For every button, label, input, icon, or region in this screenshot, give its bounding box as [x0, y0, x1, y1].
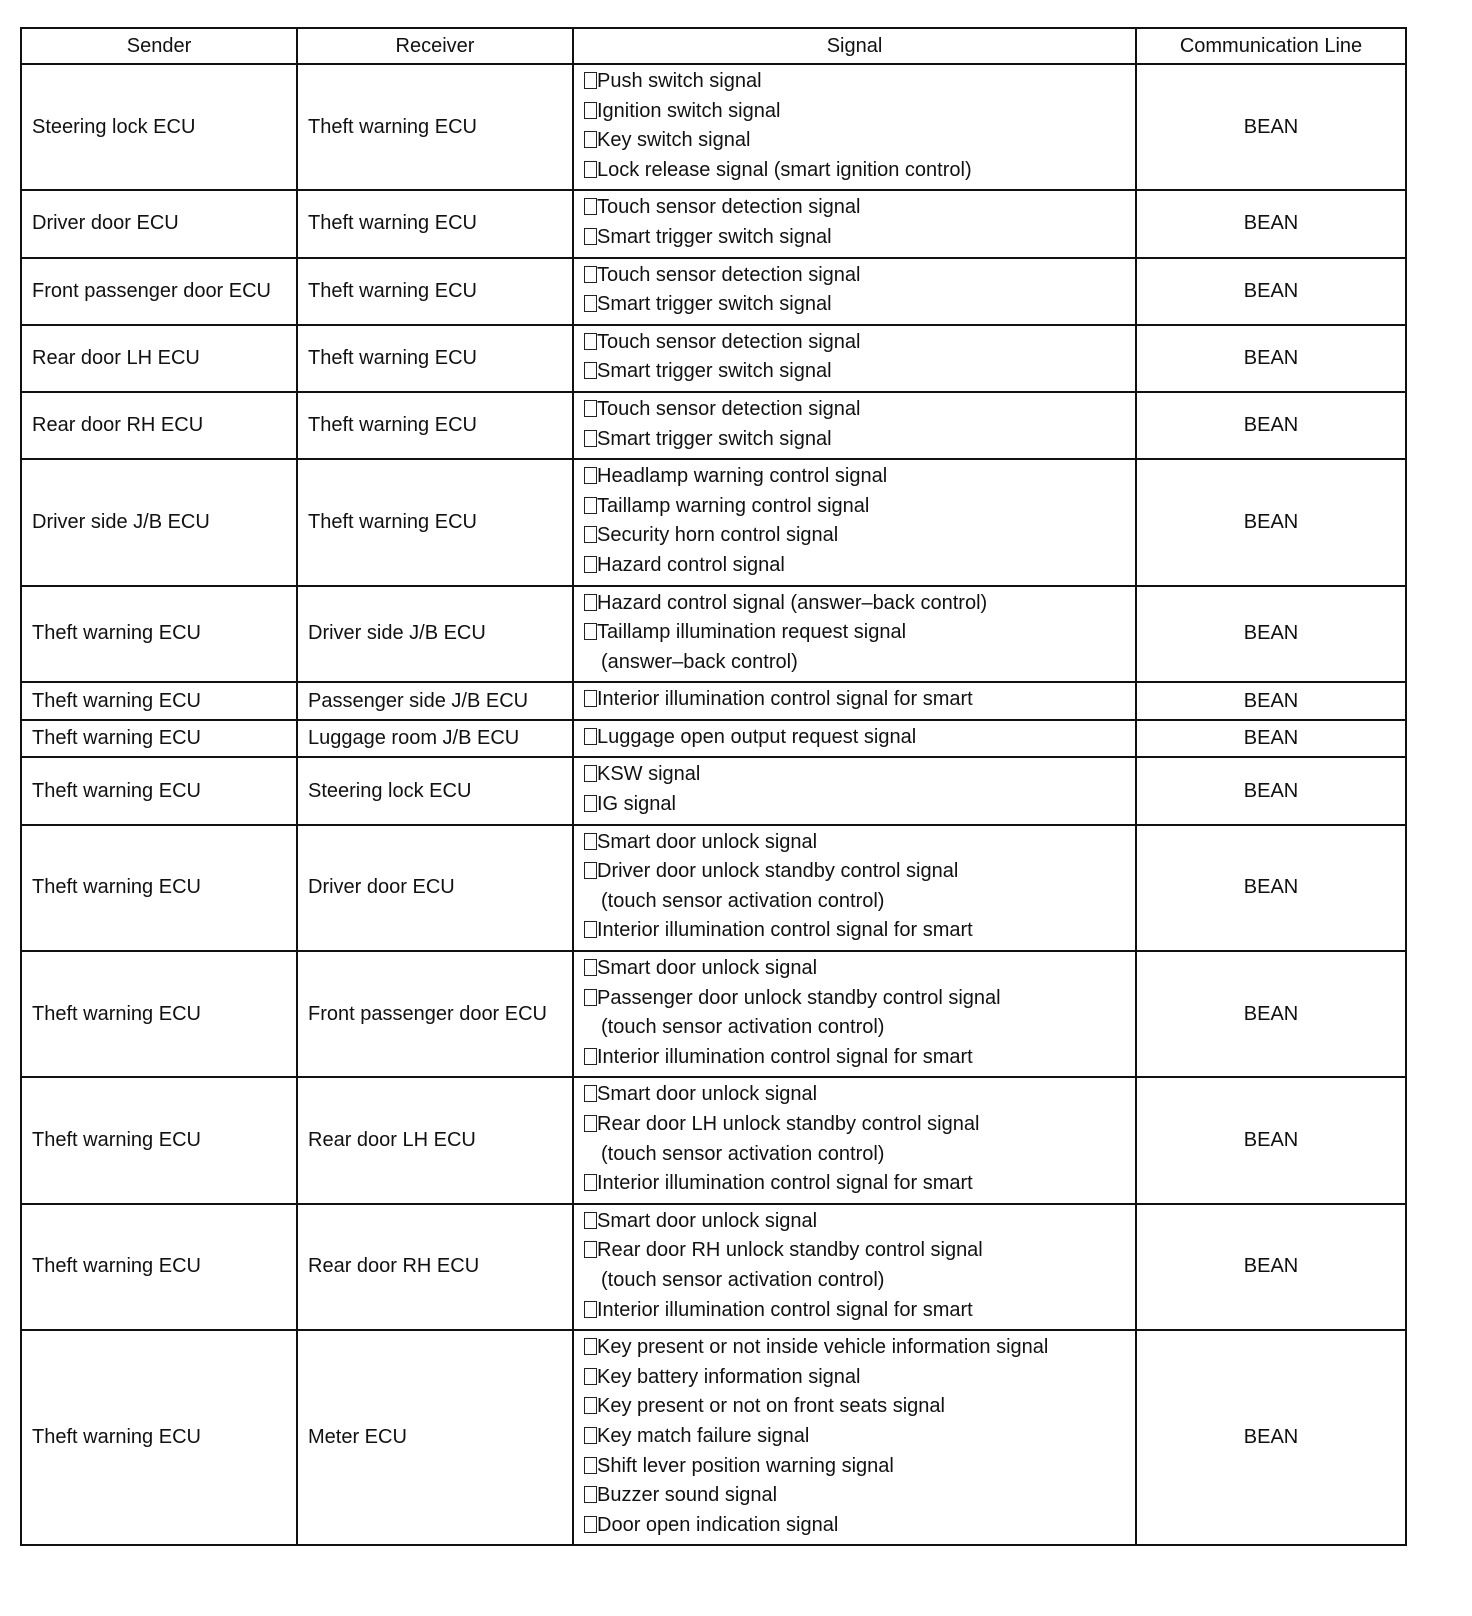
bullet-box-icon — [584, 1174, 597, 1191]
signal-line — [584, 648, 1125, 678]
table-row — [21, 258, 1406, 325]
receiver-cell: Passenger side J/B ECU — [297, 682, 573, 720]
receiver-cell: Driver side J/B ECU — [297, 586, 573, 683]
receiver-cell: Theft warning ECU — [297, 190, 573, 257]
sender-cell: Theft warning ECU — [21, 1077, 297, 1203]
communication-line-cell: BEAN — [1136, 1077, 1406, 1203]
signal-line — [584, 887, 1125, 917]
table-row — [21, 64, 1406, 190]
communication-line-cell: BEAN — [1136, 64, 1406, 190]
signal-line — [584, 357, 1125, 387]
communication-line-cell: BEAN — [1136, 951, 1406, 1077]
signal-line — [584, 395, 1125, 425]
signal-cell — [573, 325, 1136, 392]
signal-text: Touch sensor detection signal — [597, 263, 861, 286]
signal-line — [584, 1363, 1125, 1393]
table-row — [21, 1077, 1406, 1203]
bullet-box-icon — [584, 72, 597, 89]
signal-line — [584, 425, 1125, 455]
signal-line — [584, 1043, 1125, 1073]
communication-line-cell: BEAN — [1136, 720, 1406, 758]
signal-cell — [573, 951, 1136, 1077]
bullet-box-icon — [584, 1457, 597, 1474]
signal-text: Hazard control signal (answer–back control) — [597, 591, 988, 614]
receiver-cell: Front passenger door ECU — [297, 951, 573, 1077]
signal-cell — [573, 459, 1136, 585]
signal-line — [584, 551, 1125, 581]
header-sender: Sender — [21, 28, 297, 64]
bullet-box-icon — [584, 102, 597, 119]
communication-line-cell: BEAN — [1136, 825, 1406, 951]
signal-text: Key present or not on front seats signal — [597, 1395, 945, 1418]
table-row — [21, 720, 1406, 758]
receiver-cell: Steering lock ECU — [297, 757, 573, 824]
bullet-box-icon — [584, 400, 597, 417]
sender-cell: Driver side J/B ECU — [21, 459, 297, 585]
header-receiver: Receiver — [297, 28, 573, 64]
receiver-cell: Rear door LH ECU — [297, 1077, 573, 1203]
signal-line — [584, 790, 1125, 820]
bullet-box-icon — [584, 1427, 597, 1444]
bullet-box-icon — [584, 862, 597, 879]
signal-cell — [573, 190, 1136, 257]
signal-line — [584, 685, 1125, 715]
communication-line-cell: BEAN — [1136, 1204, 1406, 1330]
signal-text: (answer–back control) — [601, 650, 798, 673]
sender-cell: Steering lock ECU — [21, 64, 297, 190]
receiver-cell: Rear door RH ECU — [297, 1204, 573, 1330]
table-row — [21, 459, 1406, 585]
bullet-box-icon — [584, 295, 597, 312]
signal-text: Hazard control signal — [597, 553, 785, 576]
bullet-box-icon — [584, 1368, 597, 1385]
signal-text: Interior illumination control signal for smart — [597, 919, 973, 942]
signal-line — [584, 1110, 1125, 1140]
signal-line — [584, 1511, 1125, 1541]
signal-line — [584, 1481, 1125, 1511]
bullet-box-icon — [584, 161, 597, 178]
signal-line — [584, 1296, 1125, 1326]
bullet-box-icon — [584, 1048, 597, 1065]
sender-cell: Theft warning ECU — [21, 586, 297, 683]
signal-line — [584, 261, 1125, 291]
signal-line — [584, 916, 1125, 946]
bullet-box-icon — [584, 228, 597, 245]
sender-cell: Theft warning ECU — [21, 682, 297, 720]
signal-text: Luggage open output request signal — [597, 725, 917, 748]
signal-text: Smart door unlock signal — [597, 830, 818, 853]
signal-line — [584, 1422, 1125, 1452]
signal-text: Door open indication signal — [597, 1513, 839, 1536]
table-row — [21, 190, 1406, 257]
signal-line — [584, 462, 1125, 492]
signal-line — [584, 328, 1125, 358]
signal-line — [584, 1266, 1125, 1296]
signal-text: Interior illumination control signal for smart — [597, 688, 973, 711]
bullet-box-icon — [584, 266, 597, 283]
table-row — [21, 1330, 1406, 1545]
receiver-cell: Theft warning ECU — [297, 64, 573, 190]
signal-text: Lock release signal (smart ignition control) — [597, 158, 972, 181]
signal-text: (touch sensor activation control) — [601, 1268, 885, 1291]
signal-text: Touch sensor detection signal — [597, 330, 861, 353]
receiver-cell: Theft warning ECU — [297, 258, 573, 325]
table-row — [21, 1204, 1406, 1330]
signal-line — [584, 1333, 1125, 1363]
bullet-box-icon — [584, 362, 597, 379]
signal-text: Headlamp warning control signal — [597, 465, 888, 488]
bullet-box-icon — [584, 526, 597, 543]
bullet-box-icon — [584, 728, 597, 745]
communication-line-cell: BEAN — [1136, 258, 1406, 325]
bullet-box-icon — [584, 921, 597, 938]
receiver-cell: Theft warning ECU — [297, 459, 573, 585]
signal-line — [584, 984, 1125, 1014]
signal-cell — [573, 757, 1136, 824]
signal-text: IG signal — [597, 793, 676, 816]
table-row — [21, 392, 1406, 459]
sender-cell: Rear door RH ECU — [21, 392, 297, 459]
signal-cell — [573, 682, 1136, 720]
receiver-cell: Meter ECU — [297, 1330, 573, 1545]
signal-line — [584, 1392, 1125, 1422]
sender-cell: Theft warning ECU — [21, 757, 297, 824]
signal-line — [584, 521, 1125, 551]
signal-cell — [573, 825, 1136, 951]
communication-line-cell: BEAN — [1136, 325, 1406, 392]
bullet-box-icon — [584, 795, 597, 812]
signal-text: KSW signal — [597, 763, 701, 786]
signal-text: Driver door unlock standby control signal — [597, 860, 959, 883]
signal-text: Smart door unlock signal — [597, 1083, 818, 1106]
signal-cell — [573, 392, 1136, 459]
signal-text: Smart trigger switch signal — [597, 427, 832, 450]
bullet-box-icon — [584, 497, 597, 514]
table-row — [21, 825, 1406, 951]
table-row — [21, 325, 1406, 392]
header-signal: Signal — [573, 28, 1136, 64]
bullet-box-icon — [584, 765, 597, 782]
communication-line-cell: BEAN — [1136, 682, 1406, 720]
sender-cell: Theft warning ECU — [21, 1330, 297, 1545]
signal-text: Key match failure signal — [597, 1424, 810, 1447]
bullet-box-icon — [584, 333, 597, 350]
bullet-box-icon — [584, 989, 597, 1006]
signal-line — [584, 193, 1125, 223]
signal-text: Smart trigger switch signal — [597, 225, 832, 248]
bullet-box-icon — [584, 594, 597, 611]
signal-text: Rear door RH unlock standby control signal — [597, 1239, 983, 1262]
communication-line-cell: BEAN — [1136, 586, 1406, 683]
signal-text: Rear door LH unlock standby control signal — [597, 1113, 980, 1135]
signal-line — [584, 954, 1125, 984]
bullet-box-icon — [584, 1212, 597, 1229]
table-row — [21, 951, 1406, 1077]
signal-cell — [573, 64, 1136, 190]
receiver-cell: Luggage room J/B ECU — [297, 720, 573, 758]
signal-text: Smart trigger switch signal — [597, 293, 832, 316]
receiver-cell: Theft warning ECU — [297, 325, 573, 392]
signal-line — [584, 1169, 1125, 1199]
bullet-box-icon — [584, 467, 597, 484]
bullet-box-icon — [584, 833, 597, 850]
communication-line-cell: BEAN — [1136, 459, 1406, 585]
communication-table — [20, 27, 1407, 1546]
sender-cell: Theft warning ECU — [21, 720, 297, 758]
signal-text: (touch sensor activation control) — [601, 889, 885, 912]
signal-text: Interior illumination control signal for smart — [597, 1298, 973, 1321]
signal-text: Buzzer sound signal — [597, 1484, 778, 1507]
signal-line — [584, 618, 1125, 648]
signal-cell — [573, 258, 1136, 325]
signal-text: Taillamp illumination request signal — [597, 621, 907, 644]
bullet-box-icon — [584, 1397, 597, 1414]
table-row — [21, 586, 1406, 683]
signal-text: Security horn control signal — [597, 524, 839, 547]
signal-text: Ignition switch signal — [597, 99, 781, 122]
signal-text: Key battery information signal — [597, 1365, 861, 1388]
signal-line — [584, 492, 1125, 522]
sender-cell: Rear door LH ECU — [21, 325, 297, 392]
signal-line — [584, 97, 1125, 127]
signal-line — [584, 156, 1125, 186]
signal-line — [584, 126, 1125, 156]
signal-text: Smart door unlock signal — [597, 1209, 818, 1232]
header-communication-line: Communication Line — [1136, 28, 1406, 64]
bullet-box-icon — [584, 1338, 597, 1355]
bullet-box-icon — [584, 959, 597, 976]
signal-line — [584, 223, 1125, 253]
signal-line — [584, 67, 1125, 97]
signal-text: (touch sensor activation control) — [601, 1016, 885, 1039]
sender-cell: Theft warning ECU — [21, 951, 297, 1077]
bullet-box-icon — [584, 198, 597, 215]
signal-cell — [573, 1077, 1136, 1203]
bullet-box-icon — [584, 623, 597, 640]
sender-cell: Driver door ECU — [21, 190, 297, 257]
table-row — [21, 682, 1406, 720]
bullet-box-icon — [584, 131, 597, 148]
bullet-box-icon — [584, 1241, 597, 1258]
signal-text: Touch sensor detection signal — [597, 397, 861, 420]
signal-text: Touch sensor detection signal — [597, 196, 861, 219]
signal-line — [584, 1207, 1125, 1237]
signal-text: Interior illumination control signal for smart — [597, 1172, 973, 1195]
bullet-box-icon — [584, 690, 597, 707]
signal-line — [584, 1452, 1125, 1482]
bullet-box-icon — [584, 1516, 597, 1533]
signal-text: Interior illumination control signal for smart — [597, 1045, 973, 1068]
sender-cell: Theft warning ECU — [21, 825, 297, 951]
signal-cell — [573, 586, 1136, 683]
bullet-box-icon — [584, 1115, 597, 1132]
signal-cell — [573, 1204, 1136, 1330]
header-row — [21, 28, 1406, 64]
signal-line — [584, 290, 1125, 320]
signal-line — [584, 1236, 1125, 1266]
bullet-box-icon — [584, 1085, 597, 1102]
signal-line — [584, 589, 1125, 619]
signal-text: Passenger door unlock standby control signal — [597, 986, 1001, 1009]
signal-text: Shift lever position warning signal — [597, 1454, 894, 1477]
sender-cell: Front passenger door ECU — [21, 258, 297, 325]
signal-cell — [573, 720, 1136, 758]
communication-line-cell: BEAN — [1136, 757, 1406, 824]
signal-text: Smart door unlock signal — [597, 957, 818, 980]
communication-line-cell: BEAN — [1136, 190, 1406, 257]
signal-text: Key present or not inside vehicle information signal — [597, 1336, 1049, 1359]
bullet-box-icon — [584, 1301, 597, 1318]
signal-text: Push switch signal — [597, 70, 762, 92]
receiver-cell: Theft warning ECU — [297, 392, 573, 459]
signal-line — [584, 723, 1125, 753]
bullet-box-icon — [584, 430, 597, 447]
signal-line — [584, 1013, 1125, 1043]
communication-line-cell: BEAN — [1136, 1330, 1406, 1545]
bullet-box-icon — [584, 1486, 597, 1503]
signal-text: Smart trigger switch signal — [597, 360, 832, 383]
signal-cell — [573, 1330, 1136, 1545]
table-row — [21, 757, 1406, 824]
signal-line — [584, 1080, 1125, 1110]
signal-line — [584, 857, 1125, 887]
signal-text: (touch sensor activation control) — [601, 1142, 885, 1165]
signal-text: Taillamp warning control signal — [597, 494, 870, 517]
sender-cell: Theft warning ECU — [21, 1204, 297, 1330]
bullet-box-icon — [584, 556, 597, 573]
signal-line — [584, 1140, 1125, 1170]
communication-line-cell: BEAN — [1136, 392, 1406, 459]
receiver-cell: Driver door ECU — [297, 825, 573, 951]
signal-line — [584, 760, 1125, 790]
signal-text: Key switch signal — [597, 129, 751, 152]
signal-line — [584, 828, 1125, 858]
